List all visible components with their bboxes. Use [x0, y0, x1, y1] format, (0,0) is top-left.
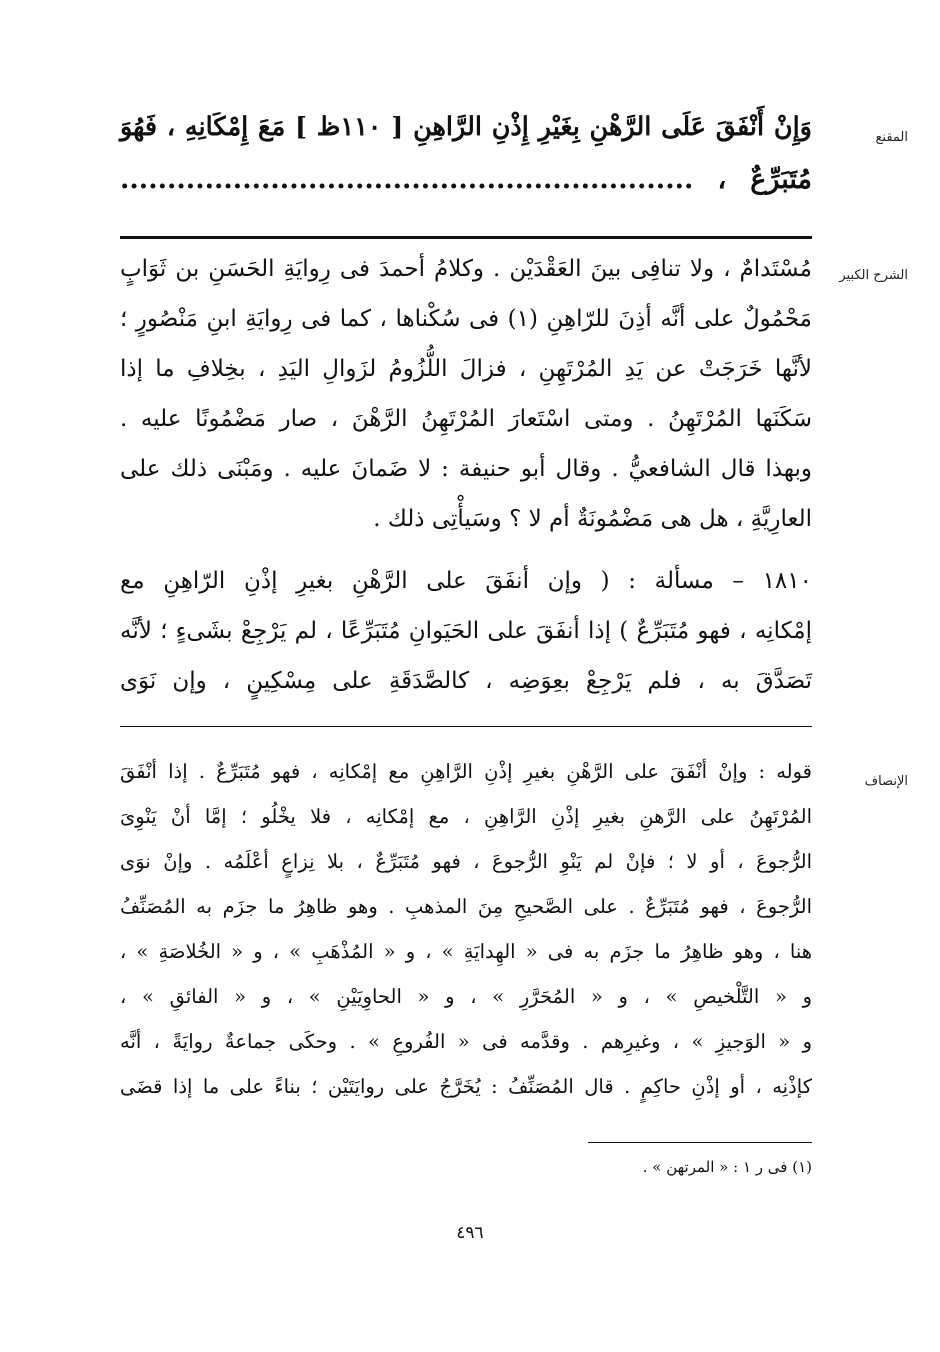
muqni-line: مُتَبَرِّعٌ ، .............................................................	[120, 164, 812, 195]
section-label-sharh: الشرح الكبير	[839, 268, 908, 283]
muqni-text	[120, 112, 812, 217]
sharh-line: العارِيَّةِ ، هل هى مَضْمُونَةٌ أم لا ؟ وسَيأْتِى ذلك .	[373, 506, 812, 532]
sharh-line: وبهذا قال الشافعيُّ . وقال أبو حنيفة : لا ضَمانَ عليه . ومَبْنَى ذلك على	[120, 456, 812, 482]
footnote-separator	[588, 1142, 812, 1143]
sharh-line: لأنَّها خَرَجَتْ عن يَدِ المُرْتَهِنِ ، فزالَ اللُّزُومُ لزَوالِ اليَدِ ، بخِلافِ ما إذا	[120, 356, 812, 382]
muqni-line: وَإِنْ أَنْفَقَ عَلَى الرَّهْنِ بِغَيْرِ إِذْنِ الرَّاهِنِ [ ١١٠ظ ] مَعَ إِمْكَانِهِ ، فَهُوَ	[120, 112, 812, 142]
sharh-line: مَحْمُولٌ على أنَّه أذِنَ للرّاهِنِ (١) فى سُكْناها ، كما فى رِوايَةِ ابنِ مَنْصُورٍ ؛	[120, 306, 812, 332]
sharh-text	[120, 256, 812, 716]
insaf-line: الرُّجوعَ ، أو لا ؛ فإنْ لم يَنْوِ الرُّجوعَ ، فهو مُتَبَرِّعٌ ، بلا نِزاعٍ أعْلَمُه . وإنْ نوَى	[120, 850, 812, 873]
page-number: ٤٩٦	[456, 1223, 484, 1243]
footnote: (١) فى ر ١ : « المرتهن » .	[642, 1158, 812, 1176]
insaf-line: المُرْتَهِنُ على الرَّهنِ بغيرِ إذْنِ الرَّاهِنِ ، مع إمْكانِه ، فلا يخْلُو ؛ إمَّا أنْ يَنْوِىَ	[120, 805, 812, 828]
section-divider	[120, 726, 812, 727]
section-label-insaf: الإنصاف	[864, 774, 908, 789]
sharh-line: سَكَنَها المُرْتَهِنُ . ومتى اسْتَعارَ المُرْتَهِنُ الرَّهْنَ ، صار مَضْمُونًا عليه .	[120, 406, 812, 432]
section-divider	[120, 236, 812, 239]
section-label-muqni: المقنع	[875, 130, 908, 145]
insaf-text	[120, 760, 812, 1130]
sharh-line: تَصَدَّقَ به ، فلم يَرْجِعْ بعِوَضِه ، كالصَّدَقَةِ على مِسْكِينٍ ، وإن نَوَى	[120, 668, 812, 694]
insaf-line: و « الوَجيزِ » ، وغيرِهم . وقدَّمه فى « الفُروعِ » . وحكَى جماعةٌ روايَةً ، أنَّه	[120, 1030, 812, 1053]
insaf-line: الرُّجوعَ ، فهو مُتَبَرِّعٌ . على الصَّحيحِ مِنَ المذهبِ . وهو ظاهِرُ ما جزَم به المُصَنِّفُ	[120, 895, 812, 918]
insaf-line: قوله : وإنْ أنْفَقَ على الرَّهْنِ بغيرِ إذْنِ الرَّاهِنِ مع إمْكانِه ، فهو مُتَبَرِّعٌ . إذا أنْفَقَ	[120, 760, 812, 783]
masala-line: ١٨١٠ – مسألة : ( وإن أنفَقَ على الرَّهْنِ بغيرِ إذْنِ الرّاهِنِ مع	[120, 568, 812, 594]
sharh-line: إمْكانِه ، فهو مُتَبَرِّعٌ ) إذا أنفَقَ على الحَيَوانِ مُتَبَرِّعًا ، لم يَرْجِعْ بشَىءٍ ؛ لأنَّه	[120, 618, 812, 644]
sharh-line: مُسْتَدامٌ ، ولا تنافِى بينَ العَقْدَيْن . وكلامُ أحمدَ فى رِوايَةِ الحَسَنِ بن ثَوَابٍ	[120, 256, 812, 282]
insaf-line: و « التَّلْخيصِ » ، و « المُحَرَّرِ » ، و « الحاوِيَيْنِ » ، و « الفائقِ » ،	[120, 985, 812, 1008]
insaf-line: كإذْنِه ، أو إذْنِ حاكِمٍ . قال المُصَنِّفُ : يُخَرَّجُ على روايَتَيْن ؛ بناءً على ما إذا قضَى	[120, 1075, 812, 1098]
insaf-line: هنا ، وهو ظاهِرُ ما جزَم به فى « الهِدايَةِ » ، و « المُذْهَبِ » ، و « الخُلاصَةِ » ،	[120, 940, 812, 963]
